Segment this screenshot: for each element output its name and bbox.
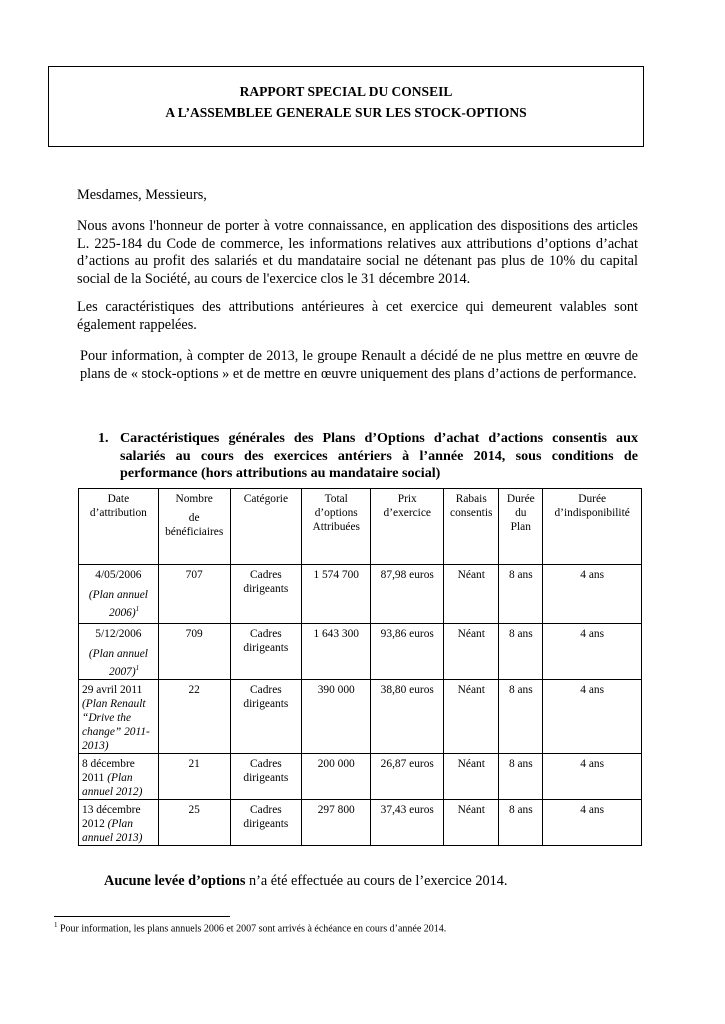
- section-number: 1.: [98, 430, 109, 446]
- cell-prix: 38,80 euros: [371, 680, 444, 754]
- header-duree: Durée du Plan: [499, 489, 543, 565]
- cell-rabais: Néant: [444, 680, 499, 754]
- no-exercise-bold: Aucune levée d’options: [104, 873, 246, 889]
- header-categorie: Catégorie: [230, 489, 302, 565]
- cell-indisponibilite: 4 ans: [543, 565, 642, 624]
- cell-beneficiaires: 25: [158, 800, 230, 846]
- header-date: Date d’attribution: [79, 489, 159, 565]
- header-prix: Prix d’exercice: [371, 489, 444, 565]
- cell-rabais: Néant: [444, 624, 499, 680]
- header-rabais: Rabais consentis: [444, 489, 499, 565]
- footnote: [54, 921, 446, 934]
- cell-date: 29 avril 2011 (Plan Renault “Drive the change” 2011-2013): [79, 680, 159, 754]
- cell-duree: 8 ans: [499, 680, 543, 754]
- footnote-text: Pour information, les plans annuels 2006 et 2007 sont arrivés à échéance en cours d’année 2014.: [57, 923, 447, 935]
- cell-prix: 26,87 euros: [371, 754, 444, 800]
- cell-date: 5/12/2006 (Plan annuel 2007)$^1$: [79, 624, 159, 680]
- cell-indisponibilite: 4 ans: [543, 680, 642, 754]
- paragraph-legal-basis: Nous avons l'honneur de porter à votre connaissance, en application des dispositions des articles L. 225-184 du Code de commerce, les informations relatives aux attributions d’options d’achat d’actions au profit des salariés et du mandataire social ne détenant pas plus de 10% du capital social de la Société, au cours de l'exercice clos le 31 décembre 2014.: [77, 218, 638, 287]
- cell-total: 1 574 700: [302, 565, 371, 624]
- footnote-rule: [54, 916, 230, 917]
- cell-rabais: Néant: [444, 800, 499, 846]
- header-total: Total d’options Attribuées: [302, 489, 371, 565]
- cell-duree: 8 ans: [499, 624, 543, 680]
- cell-categorie: Cadres dirigeants: [230, 680, 302, 754]
- cell-indisponibilite: 4 ans: [543, 624, 642, 680]
- cell-beneficiaires: 709: [158, 624, 230, 680]
- cell-categorie: Cadres dirigeants: [230, 754, 302, 800]
- section-heading: Caractéristiques générales des Plans d’Options d’achat d’actions consentis aux salariés au cours des exercices antériers à l’année 2014, sous conditions de performance (hors attributions au mandataire social): [120, 430, 638, 481]
- footnote-mark: 1: [54, 921, 58, 929]
- cell-duree: 8 ans: [499, 800, 543, 846]
- cell-date: 4/05/2006 (Plan annuel 2006)$^1$: [79, 565, 159, 624]
- cell-categorie: Cadres dirigeants: [230, 800, 302, 846]
- title-line-1: RAPPORT SPECIAL DU CONSEIL: [239, 84, 453, 99]
- no-exercise-statement: [104, 873, 507, 890]
- table-row: [79, 624, 642, 680]
- salutation: Mesdames, Messieurs,: [77, 187, 207, 203]
- cell-prix: 87,98 euros: [371, 565, 444, 624]
- cell-rabais: Néant: [444, 565, 499, 624]
- cell-date: 8 décembre 2011 (Plan annuel 2012): [79, 754, 159, 800]
- cell-total: 200 000: [302, 754, 371, 800]
- cell-categorie: Cadres dirigeants: [230, 624, 302, 680]
- cell-beneficiaires: 707: [158, 565, 230, 624]
- table-row: [79, 680, 642, 754]
- cell-rabais: Néant: [444, 754, 499, 800]
- paragraph-information: Pour information, à compter de 2013, le groupe Renault a décidé de ne plus mettre en œuvre de plans de « stock-options » et de mettre en œuvre uniquement des plans d’actions de performance.: [80, 348, 638, 382]
- cell-duree: 8 ans: [499, 565, 543, 624]
- table-header-row: [79, 489, 642, 565]
- cell-indisponibilite: 4 ans: [543, 800, 642, 846]
- table-row: [79, 800, 642, 846]
- title-box: [48, 66, 644, 147]
- cell-indisponibilite: 4 ans: [543, 754, 642, 800]
- paragraph-prior-grants: Les caractéristiques des attributions antérieures à cet exercice qui demeurent valables sont également rappelées.: [77, 299, 638, 333]
- title-line-2: A L’ASSEMBLEE GENERALE SUR LES STOCK-OPTIONS: [165, 105, 527, 120]
- cell-beneficiaires: 22: [158, 680, 230, 754]
- cell-categorie: Cadres dirigeants: [230, 565, 302, 624]
- cell-total: 1 643 300: [302, 624, 371, 680]
- cell-prix: 37,43 euros: [371, 800, 444, 846]
- cell-duree: 8 ans: [499, 754, 543, 800]
- cell-total: 390 000: [302, 680, 371, 754]
- header-indisponibilite: Durée d’indisponibilité: [543, 489, 642, 565]
- header-beneficiaires: Nombre de bénéficiaires: [158, 489, 230, 565]
- table-row: [79, 754, 642, 800]
- stock-options-table: [78, 488, 642, 846]
- cell-total: 297 800: [302, 800, 371, 846]
- no-exercise-rest: n’a été effectuée au cours de l’exercice 2014.: [245, 873, 508, 889]
- cell-prix: 93,86 euros: [371, 624, 444, 680]
- cell-beneficiaires: 21: [158, 754, 230, 800]
- table-row: [79, 565, 642, 624]
- cell-date: 13 décembre 2012 (Plan annuel 2013): [79, 800, 159, 846]
